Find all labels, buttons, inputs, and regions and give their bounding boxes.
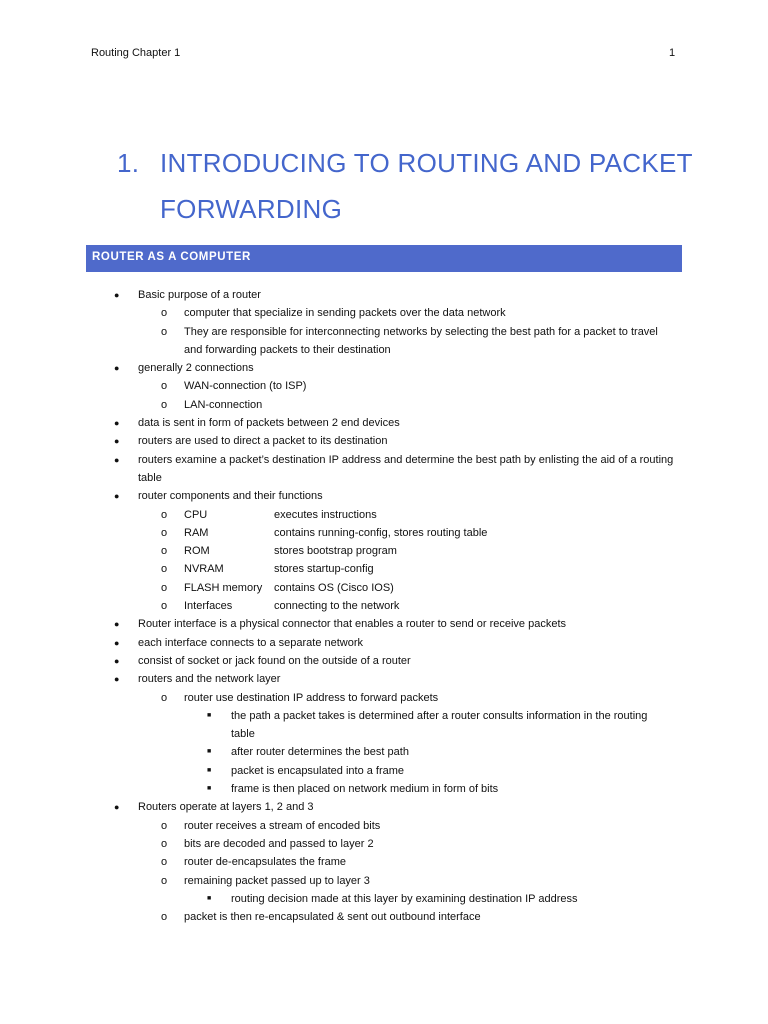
component-name: RAM [184,526,209,539]
bullet-icon: ● [114,454,120,465]
component-name: ROM [184,545,210,558]
component-entry [184,560,674,578]
component-name: Interfaces [184,600,233,613]
bullet-icon: ● [114,436,120,447]
component-function: executes instructions [274,508,377,521]
bullet-icon: ● [114,491,120,502]
list-item-text: Routers operate at layers 1, 2 and 3 [138,801,314,814]
component-entry [184,506,674,524]
list-item [0,908,768,926]
list-item-text: computer that specialize in sending packets over the data network [184,307,506,320]
component-entry [184,597,674,615]
list-item-text: consist of socket or jack found on the outside of a router [138,654,411,667]
list-item-text: the path a packet takes is determined after a router consults information in the routing table [231,709,648,741]
list-item-text: router receives a stream of encoded bits [184,819,381,832]
list-item-text: bits are decoded and passed to layer 2 [184,837,374,850]
list-item-text: each interface connects to a separate network [138,636,364,649]
bullet-icon: o [161,581,168,594]
bullet-icon: ■ [207,711,212,719]
bullet-icon: o [161,856,168,869]
list-item-text: packet is encapsulated into a frame [231,764,405,777]
list-item [0,835,768,853]
list-item [0,634,768,652]
list-item-text: They are responsible for interconnecting networks by selecting the best path for a packet to travel and forwarding packets to their destination [184,325,658,356]
component-entry [184,542,674,560]
bullet-icon: ● [114,418,120,429]
list-item-text: data is sent in form of packets between 2 end devices [138,417,400,430]
list-item [0,286,768,304]
bullet-icon: ● [114,363,120,374]
bullet-icon: o [161,325,168,338]
bullet-icon: ■ [207,766,212,774]
component-function: stores startup-config [274,563,374,576]
list-item [0,689,768,707]
list-item [0,579,768,597]
list-item [0,890,768,908]
list-item [0,762,768,780]
list-item-text: router de-encapsulates the frame [184,856,347,869]
list-item [0,615,768,633]
bullet-icon: ■ [207,785,212,793]
list-item-text: remaining packet passed up to layer 3 [184,874,370,887]
list-item [0,323,768,360]
list-item [0,743,768,761]
component-name: CPU [184,508,208,521]
bullet-icon: o [161,380,168,393]
list-item [0,432,768,450]
list-item [0,670,768,688]
list-item [0,396,768,414]
component-function: contains running-config, stores routing table [274,526,488,539]
list-item-text: routers are used to direct a packet to its destination [138,435,388,448]
bullet-icon: ■ [207,748,212,756]
bullet-icon: ● [114,802,120,813]
chapter-number: 1. [117,148,140,178]
component-name: FLASH memory [184,581,263,594]
bullet-icon: o [161,398,168,411]
bullet-icon: o [161,307,168,320]
component-function: stores bootstrap program [274,545,397,558]
list-item-text: router use destination IP address to forward packets [184,691,439,704]
bullet-icon: o [161,508,168,521]
bullet-icon: o [161,911,168,924]
bullet-icon: ● [114,637,120,648]
list-item [0,798,768,816]
list-item [0,377,768,395]
bullet-icon: o [161,691,168,704]
bullet-icon: ● [114,290,120,300]
list-item-text: routers examine a packet’s destination IP address and determine the best path by enlisting the aid of a routing table [138,453,674,484]
list-item [0,304,768,322]
section-heading: ROUTER AS A COMPUTER [86,245,682,272]
component-entry [184,579,674,597]
list-item [0,560,768,578]
list-item [0,359,768,377]
list-item-text: frame is then placed on network medium in form of bits [231,783,499,796]
list-item [0,542,768,560]
bullet-icon: o [161,837,168,850]
bullet-icon: ■ [207,894,212,902]
list-item-text: Router interface is a physical connector that enables a router to send or receive packets [138,618,567,631]
list-item [0,652,768,670]
list-item-text: after router determines the best path [231,746,409,759]
list-item [0,707,768,744]
list-item [0,597,768,615]
component-function: connecting to the network [274,600,400,613]
list-item [0,780,768,798]
running-header: Routing Chapter 1 [91,47,181,59]
list-item-text: routers and the network layer [138,673,281,686]
list-item [0,451,768,488]
list-item-text: Basic purpose of a router [138,289,261,301]
list-item [0,487,768,505]
component-function: contains OS (Cisco IOS) [274,581,394,594]
bullet-list [0,286,768,926]
bullet-icon: o [161,563,168,576]
list-item [0,506,768,524]
bullet-icon: o [161,600,168,613]
list-item [0,414,768,432]
bullet-icon: o [161,819,168,832]
list-item [0,872,768,890]
list-item-text: WAN-connection (to ISP) [184,380,307,393]
bullet-icon: o [161,526,168,539]
list-item-text: generally 2 connections [138,362,254,375]
bullet-icon: o [161,874,168,887]
component-entry [184,524,674,542]
list-item [0,817,768,835]
list-item-text: routing decision made at this layer by examining destination IP address [231,892,578,905]
bullet-icon: ● [114,674,120,685]
list-item-text: LAN-connection [184,398,263,411]
chapter-title: INTRODUCING TO ROUTING AND PACKET FORWARDING [160,148,693,224]
list-item-text: packet is then re-encapsulated & sent out outbound interface [184,911,481,924]
list-item [0,524,768,542]
list-item [0,853,768,871]
list-item-text: router components and their functions [138,490,323,503]
bullet-icon: ● [114,619,120,630]
bullet-icon: o [161,545,168,558]
bullet-icon: ● [114,655,120,666]
page-number: 1 [669,47,676,59]
component-name: NVRAM [184,563,224,576]
